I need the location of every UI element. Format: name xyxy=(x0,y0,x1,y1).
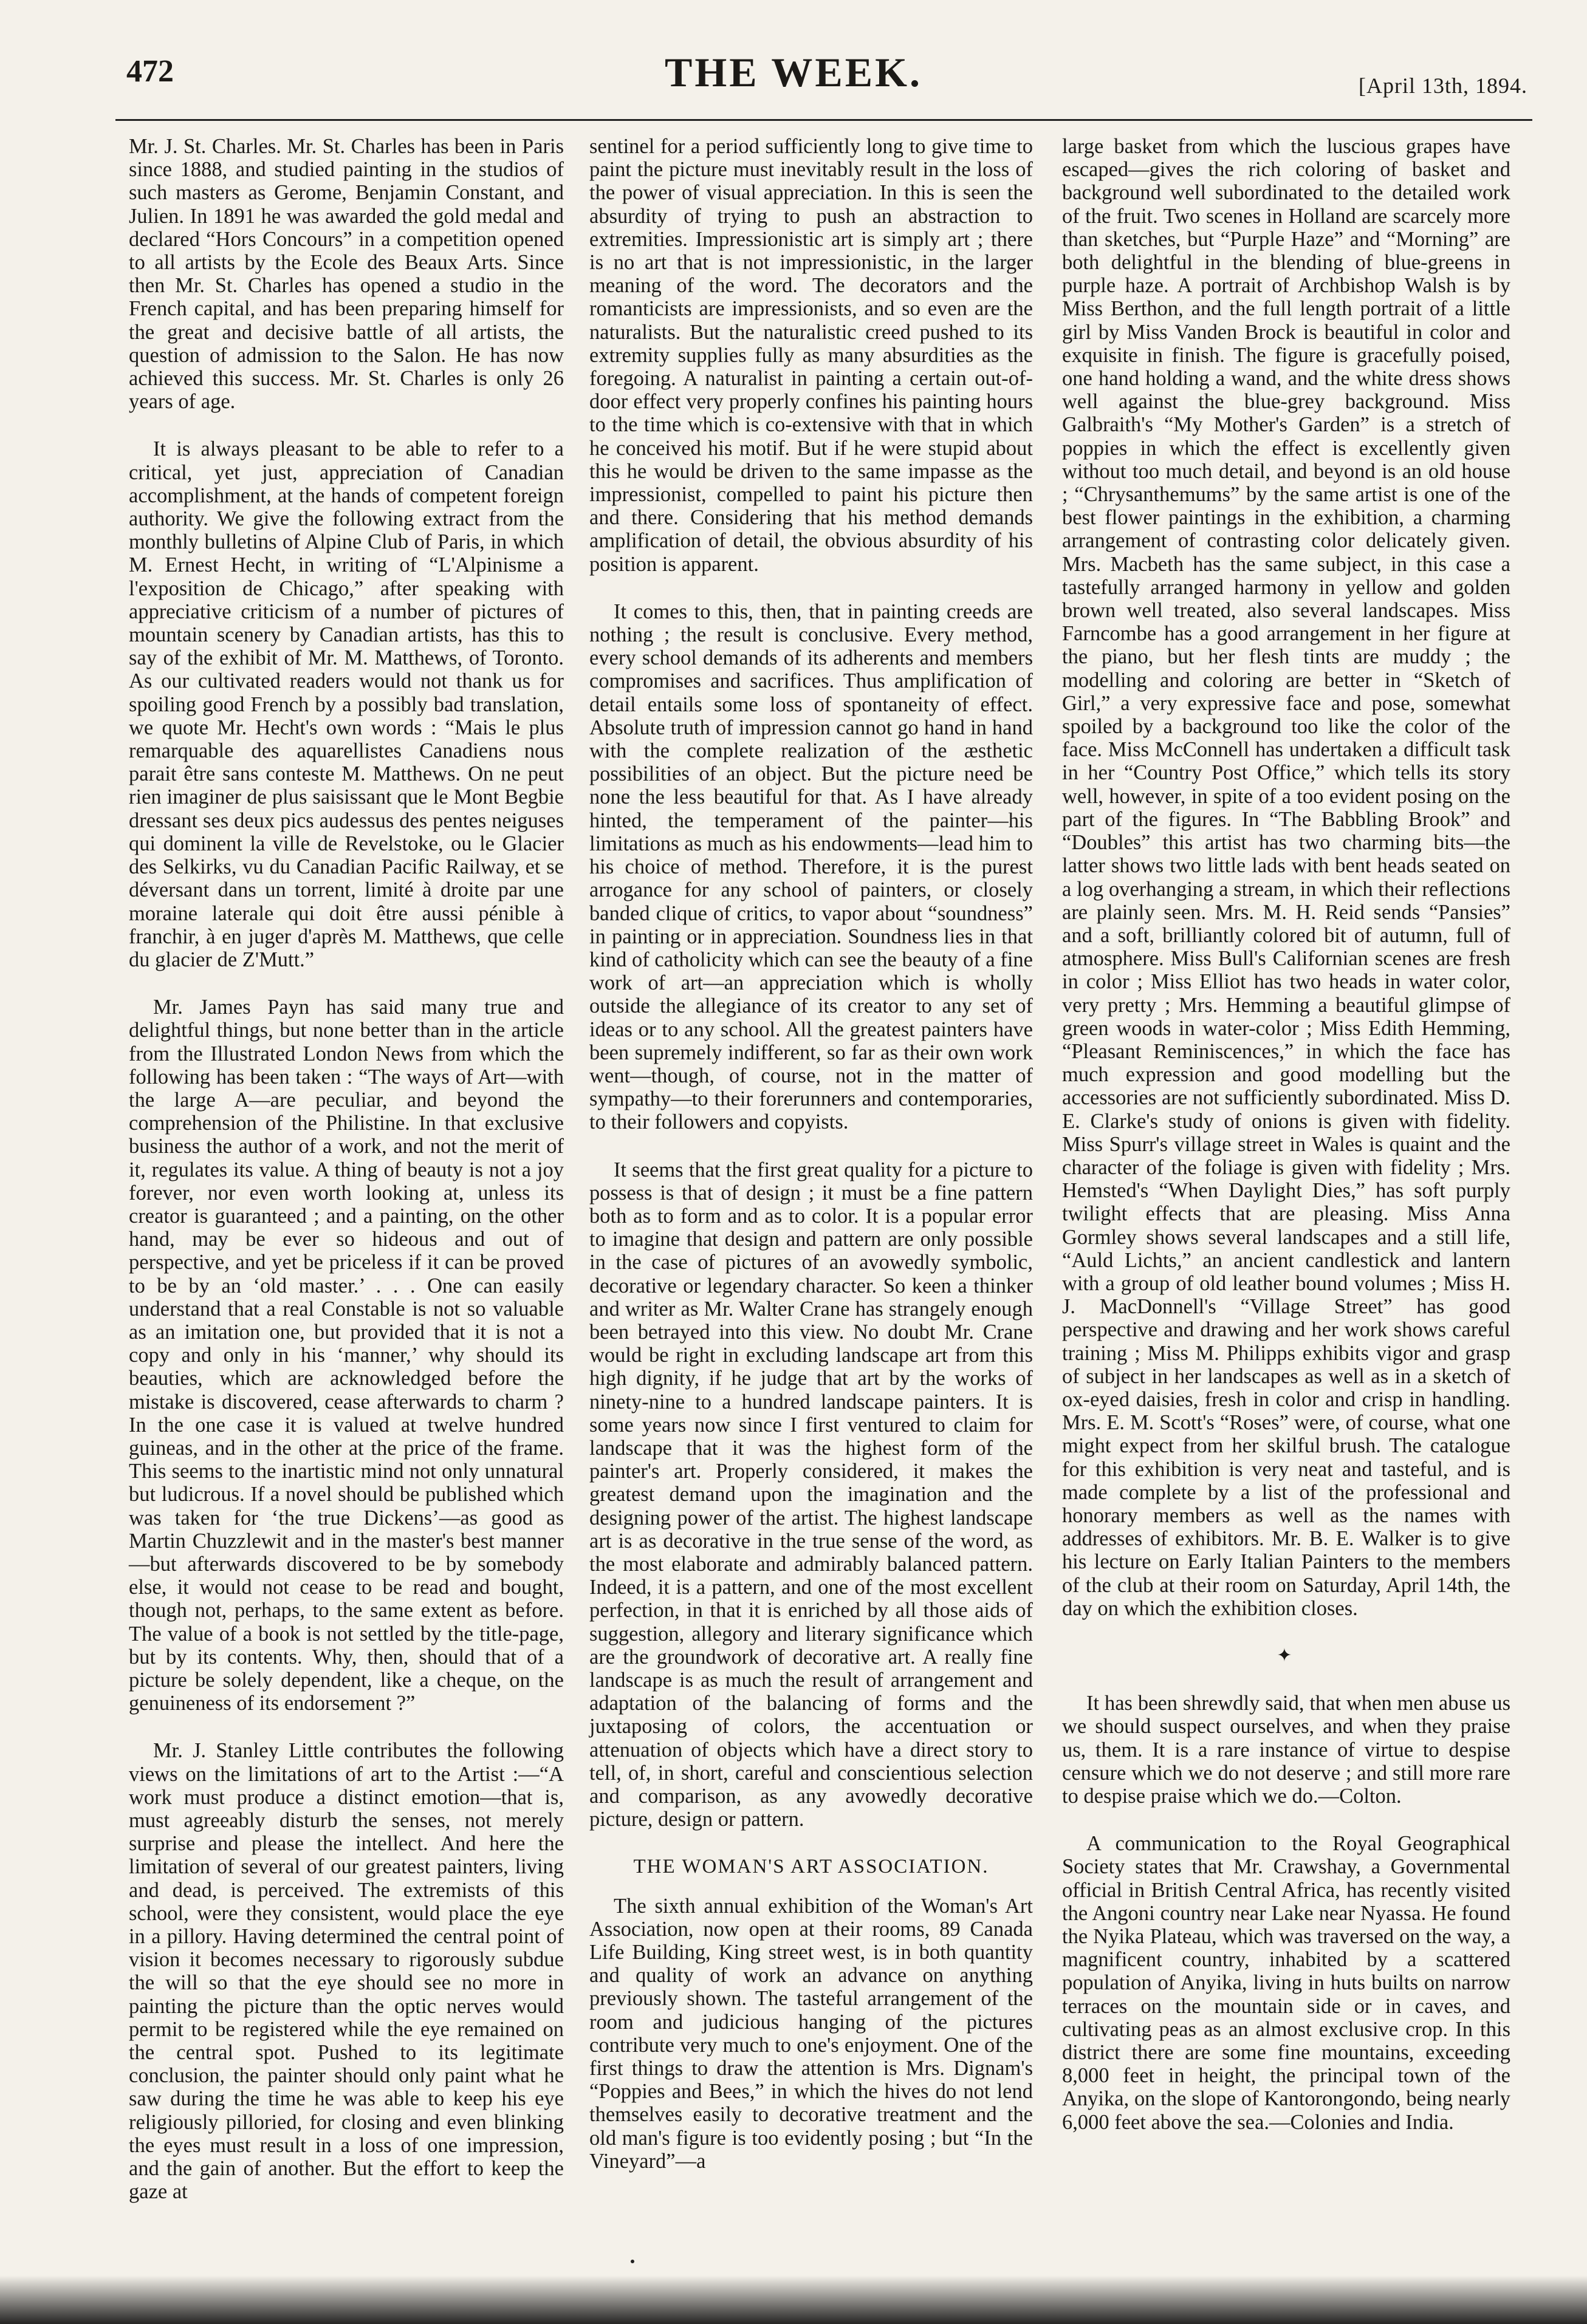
paragraph-design: It seems that the first great quality for a picture to possess is that of design ; it must be a fine pattern both as to form and as to color. It is a popular error to imagine that design and pattern are only possible in the case of pictures of an avowedly symbolic, decorative or legendary character. So keen a thinker and writer as Mr. Walter Crane has strangely enough been betrayed into this view. No doubt Mr. Crane would be right in excluding landscape art from this high dignity, if he judge that art by the works of ninety-nine to a hundred landscape painters. It is some years now since I first ventured to claim for landscape that it was the highest form of the painter's art. Properly considered, it makes the greatest demand upon the imagination and the designing power of the artist. The highest landscape art is as decorative in the true sense of the word, as the most elaborate and admirably balanced pattern. Indeed, it is a pattern, and one of the most excellent perfection, in that it is enriched by all those aids of suggestion, allegory and literary significance which are the groundwork of decorative art. A really fine landscape is as much the result of arrangement and adaptation of the balancing of forms and the juxtaposing of colors, the accentuation or attenuation of objects which have a direct story to tell, of, in short, careful and conscientious selection and comparison, as any avowedly decorative picture, design or pattern. xyxy=(589,1158,1033,1831)
stray-dot xyxy=(631,2260,634,2263)
paragraph-geographical-society: A communication to the Royal Geographical Society states that Mr. Crawshay, a Governmental official in British Central Africa, has recently visited the Angoni country near Lake near Nyassa. He found the Nyika Plateau, which was traversed on the way, a magnificent country, inhabited by a scattered population of Anyika, living in huts builts on narrow terraces on the mountain side or in caves, and cultivating peas as an almost exclusive crop. In this district there are some fine mountains, exceeding 8,000 feet in height, the principal town of the Anyika, on the slope of Kantorongondo, being nearly 6,000 feet above the sea.—Colonies and India. xyxy=(1062,1832,1510,2134)
paragraph-james-payn: Mr. James Payn has said many true and delightful things, but none better than in the article from the Illustrated London News from which the following has been taken : “The ways of Art—with the large A—are peculiar, and beyond the comprehension of the Philistine. In that exclusive business the author of a work, and not the merit of it, regulates its value. A thing of beauty is not a joy forever, nor even worth looking at, unless its creator is guaranteed ; and a painting, on the other hand, may be ever so hideous and out of perspective, and yet be priceless if it can be proved to be by an ‘old master.’ . . . One can easily understand that a real Constable is not so valuable as an imitation one, but provided that it is not a copy and only in his ‘manner,’ why should its beauties, which are acknowledged before the mistake is discovered, cease afterwards to charm ? In the one case it is valued at twelve hundred guineas, and in the other at the price of the frame. This seems to the inartistic mind not only unnatural but ludicrous. If a novel should be published which was taken for ‘the true Dickens’—as good as Martin Chuzzlewit and in the master's best manner—but afterwards discovered to be by somebody else, it would not cease to be read and bought, though not, perhaps, to the same extent as before. The value of a book is not settled by the title-page, but by its contents. Why, then, should that of a picture be solely dependent, like a cheque, on the genuineness of its endorsement ?” xyxy=(129,996,564,1715)
paragraph-impressionism: sentinel for a period sufficiently long to give time to paint the picture must inevitably result in the loss of the power of visual appreciation. In this is seen the absurdity of trying to push an abstraction to extremities. Impressionistic art is simply art ; there is no art that is not impressionistic, in the larger meaning of the word. The decorators and the romanticists are impressionists, and so even are the naturalists. But the naturalistic creed pushed to its extremity supplies fully as many absurdities as the foregoing. A naturalist in painting a certain out-of-door effect very properly confines his painting hours to the time which is co-extensive with that in which he conceived his motif. But if he were stupid about this he would be driven to the same impasse as the impressionist, compelled to paint his picture then and there. Considering that his method demands amplification of detail, the obvious absurdity of his position is apparent. xyxy=(589,135,1033,576)
paragraph-exhibition-intro: The sixth annual exhibition of the Woman's Art Association, now open at their rooms, 89 Canada Life Building, King street west, is in both quantity and quality of work an advance on anything previously shown. The tasteful arrangement of the room and judicious hanging of the pictures contribute very much to one's enjoyment. One of the first things to draw the attention is Mrs. Dignam's “Poppies and Bees,” in which the hives do not lend themselves easily to decorative treatment and the old man's figure is too evidently posing ; but “In the Vineyard”—a xyxy=(589,1894,1033,2173)
masthead-title: THE WEEK. xyxy=(665,49,922,95)
paragraph-painting-creeds: It comes to this, then, that in painting creeds are nothing ; the result is conclusive. Every method, every school demands of its adherents and members compromises and sacrifices. Thus amplification of detail entails some loss of spontaneity of effect. Absolute truth of impression cannot go hand in hand with the complete realization of the æsthetic possibilities of an object. But the picture need be none the less beautiful for that. As I have already hinted, the temperament of the painter—his limitations as much as his endowments—lead him to his choice of method. Therefore, it is the purest arrogance for any school of painters, or closely banded clique of critics, to vapor about “soundness” in painting or in appreciation. Soundness lies in that kind of catholicity which can see the beauty of a fine work of art—an appreciation which is wholly outside the allegiance of its creator to any set of ideas or to any school. All the greatest painters have been supremely indifferent, so far as their own work went—though, of course, not in the matter of sympathy—to their forerunners and contemporaries, to their followers and copyists. xyxy=(589,600,1033,1134)
section-heading-womans-art: THE WOMAN'S ART ASSOCIATION. xyxy=(633,1856,989,1878)
issue-date: [April 13th, 1894. xyxy=(1359,73,1527,98)
page-number: 472 xyxy=(126,54,174,89)
paragraph-hecht-matthews: It is always pleasant to be able to refer to a critical, yet just, appreciation of Canadian accomplishment, at the hands of competent foreign authority. We give the following extract from the monthly bulletins of Alpine Club of Paris, in which M. Ernest Hecht, in writing of “L'Alpinisme a l'exposition de Chicago,” after speaking with appreciative criticism of a number of pictures of mountain scenery by Canadian artists, has this to say of the exhibit of Mr. M. Matthews, of Toronto. As our cultivated readers would not thank us for spoiling good French by a possibly bad translation, we quote Mr. Hecht's own words : “Mais le plus remarquable des aquarellistes Canadiens nous parait être sans conteste M. Matthews. On ne peut rien imaginer de plus saisissant que le Mont Begbie dressant ses deux pics audessus des pentes neiguses qui dominent la ville de Revelstoke, ou le Glacier des Selkirks, vu du Canadian Pacific Railway, et se déversant dans un torrent, limité à droite par une moraine laterale qui doit être aussi pénible à franchir, à en juger d'après M. Matthews, que celle du glacier de Z'Mutt.” xyxy=(129,437,564,971)
column-1 xyxy=(129,135,564,2227)
page-header xyxy=(0,0,1587,121)
column-3 xyxy=(1062,135,1510,2158)
scan-edge-shadow xyxy=(0,2275,1587,2324)
column-2 xyxy=(589,135,1033,2197)
paragraph-stanley-little: Mr. J. Stanley Little contributes the following views on the limitations of art to the Artist :—“A work must produce a distinct emotion—that is, must agreeably disturb the senses, not merely surprise and please the intellect. And here the limitation of several of our greatest painters, living and dead, is perceived. The extremists of this school, were they consistent, would place the eye in a pillory. Having determined the central point of vision it becomes necessary to rigorously subdue the will so that the eye should see no more in painting the picture than the optic nerves would permit to be registered while the eye remained on the central spot. Pushed to its legitimate conclusion, the painter should only paint what he saw during the time he was able to keep his eye religiously pilloried, for closing and even blinking the eyes must result in a loss of one impression, and the gain of another. But the effort to keep the gaze at xyxy=(129,1739,564,2204)
ornament-divider: ✦ xyxy=(1277,1646,1296,1666)
paragraph-exhibition-review: large basket from which the luscious grapes have escaped—gives the rich coloring of basket and background well subordinated to the detailed work of the fruit. Two scenes in Holland are scarcely more than sketches, but “Purple Haze” and “Morning” are both delightful in the blending of blue-greens in purple haze. A portrait of Archbishop Walsh is by Miss Berthon, and the full length portrait of a little girl by Miss Vanden Brock is beautiful in color and exquisite in finish. The figure is gracefully poised, one hand holding a wand, and the white dress shows well against the blue-grey background. Miss Galbraith's “My Mother's Garden” is a stretch of poppies in which the effect is excellently given without too much detail, and beyond is an old house ; “Chrysanthemums” by the same artist is one of the best flower paintings in the exhibition, a charming arrangement of contrasting color delicately given. Mrs. Macbeth has the same subject, in this case a tastefully arranged harmony in yellow and golden brown well treated, also several landscapes. Miss Farncombe has a good arrangement in her figure at the piano, but her flesh tints are muddy ; the modelling and coloring are better in “Sketch of Girl,” a very expressive face and pose, somewhat spoiled by a background too like the color of the face. Miss McConnell has undertaken a difficult task in her “Country Post Office,” which tells its story well, however, in spite of a too evident posing on the part of the figures. In “The Babbling Brook” and “Doubles” this artist has two charming bits—the latter shows two little lads with bent heads seated on a log overhanging a stream, in which their reflections are plainly seen. Mrs. M. H. Reid sends “Pansies” and a soft, brilliantly colored bit of autumn, full of atmosphere. Miss Bull's Californian scenes are fresh in color ; Miss Elliot has two heads in water color, very pretty ; Mrs. Hemming a beautiful glimpse of green woods in water-color ; Miss Edith Hemming, “Pleasant Reminiscences,” in which the face has much expression and good modelling but the accessories are not sufficiently subordinated. Miss D. E. Clarke's study of onions is given with fidelity. Miss Spurr's village street in Wales is quaint and the character of the foliage is given with fidelity ; Mrs. Hemsted's “When Daylight Dies,” has soft purply twilight effects that are pleasing. Miss Anna Gormley shows several landscapes and a still life, “Auld Lichts,” an ancient candlestick and lantern with a group of old leather bound volumes ; Miss H. J. MacDonnell's “Village Street” has good perspective and drawing and her work shows careful training ; Miss M. Philipps exhibits vigor and grasp of subject in her landscapes as well as in a sketch of ox-eyed daisies, fresh in color and crisp in handling. Mrs. E. M. Scott's “Roses” were, of course, what one might expect from her skilful brush. The catalogue for this exhibition is very neat and tasteful, and is made complete by a list of the professional and honorary members as well as the names with addresses of exhibitors. Mr. B. E. Walker is to give his lecture on Early Italian Painters to the members of the club at their room on Saturday, April 14th, the day on which the exhibition closes. xyxy=(1062,135,1510,1620)
header-rule xyxy=(115,119,1532,121)
paragraph-st-charles: Mr. J. St. Charles. Mr. St. Charles has been in Paris since 1888, and studied painting in the studios of such masters as Gerome, Benjamin Constant, and Julien. In 1891 he was awarded the gold medal and declared “Hors Concours” in a competition opened to all artists by the Ecole des Beaux Arts. Since then Mr. St. Charles has opened a studio in the French capital, and has been preparing himself for the great and decisive battle of all artists, the question of admission to the Salon. He has now achieved this success. Mr. St. Charles is only 26 years of age. xyxy=(129,135,564,414)
paragraph-colton-quote: It has been shrewdly said, that when men abuse us we should suspect ourselves, and when they praise us, them. It is a rare instance of virtue to despise censure which we do not deserve ; and still more rare to despise praise which we do.—Colton. xyxy=(1062,1692,1510,1808)
